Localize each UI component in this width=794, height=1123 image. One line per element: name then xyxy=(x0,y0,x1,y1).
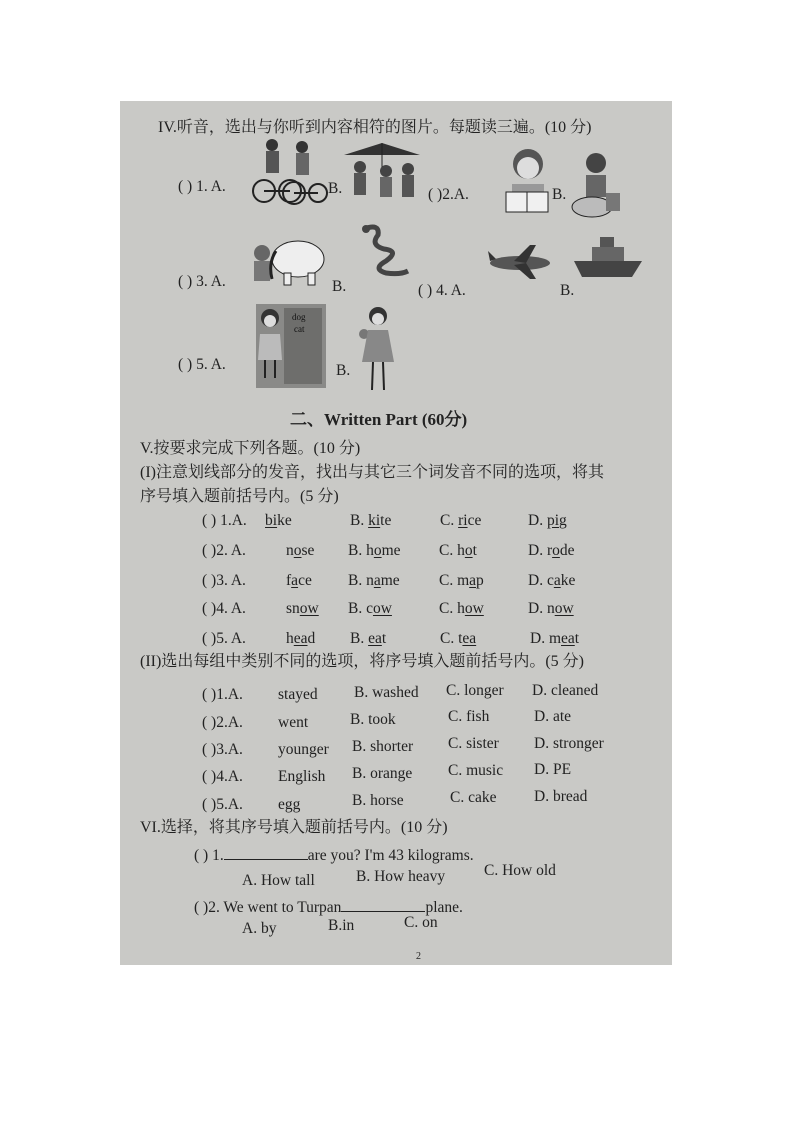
children-picnic-picture xyxy=(342,141,422,207)
q6-1-number: ( ) 1. are you? I'm 43 kilograms. xyxy=(194,847,474,864)
option-d: D. now xyxy=(528,600,574,617)
q4-3-b-label: B. xyxy=(332,278,347,295)
answer-blank xyxy=(341,897,425,912)
q4-4-b-label: B. xyxy=(560,282,575,299)
option-a: English xyxy=(278,768,326,785)
option-a: went xyxy=(278,714,309,731)
section4-title: IV.听音，选出与你听到内容相符的图片。每题读三遍。(10 分) xyxy=(158,119,592,136)
option-d: D. cleaned xyxy=(532,682,599,699)
option-a: stayed xyxy=(278,686,318,703)
option-d: D. cake xyxy=(528,572,576,589)
page-number: 2 xyxy=(416,951,421,962)
written-part-title: 二、Written Part (60分) xyxy=(290,410,468,429)
option-d: D. PE xyxy=(534,761,572,778)
option-b: B. eat xyxy=(350,630,387,647)
option-a: bike xyxy=(265,512,292,529)
option-a: face xyxy=(286,572,312,589)
q4-1-number: ( ) 1. A. xyxy=(178,178,226,195)
option-b: B. horse xyxy=(352,792,404,809)
option-c: C. map xyxy=(439,572,484,589)
row-number: ( )5.A. xyxy=(202,796,243,813)
option-d: D. meat xyxy=(530,630,580,647)
exam-page xyxy=(120,101,672,965)
row-number: ( )2.A. xyxy=(202,714,243,731)
bicycle-riders-picture xyxy=(250,137,328,205)
row-number: ( )1.A. xyxy=(202,686,243,703)
option-c: C. hot xyxy=(439,542,477,559)
option-c: C. on xyxy=(404,914,438,931)
answer-blank xyxy=(224,845,308,860)
monkey-elephant-picture xyxy=(248,223,328,289)
q4-3-number: ( ) 3. A. xyxy=(178,273,226,290)
option-a: egg xyxy=(278,796,301,813)
girl-at-blackboard-picture xyxy=(256,304,326,388)
option-a: nose xyxy=(286,542,315,559)
option-b: B. name xyxy=(348,572,400,589)
boy-washing-clothes-picture xyxy=(568,151,628,221)
option-c: C. rice xyxy=(440,512,482,529)
option-d: D. rode xyxy=(528,542,575,559)
option-c: C. sister xyxy=(448,735,499,752)
option-c: C. music xyxy=(448,762,504,779)
option-b: B. washed xyxy=(354,684,419,701)
option-b: B. orange xyxy=(352,765,413,782)
row-number: ( )4. A. xyxy=(202,600,246,617)
q4-5-number: ( ) 5. A. xyxy=(178,356,226,373)
section5-sub2-title: (II)选出每组中类别不同的选项，将序号填入题前括号内。(5 分) xyxy=(140,653,584,670)
ship-picture xyxy=(572,235,644,281)
q4-4-number: ( ) 4. A. xyxy=(418,282,466,299)
section5-sub1-title-line2: 序号填入题前括号内。(5 分) xyxy=(140,488,339,505)
option-b: B. How heavy xyxy=(356,868,446,885)
option-b: B. home xyxy=(348,542,401,559)
row-number: ( ) 1.A. xyxy=(202,512,247,529)
option-b: B. kite xyxy=(350,512,392,529)
section6-title: VI.选择，将其序号填入题前括号内。(10 分) xyxy=(140,819,448,836)
option-b: B.in xyxy=(328,917,355,934)
option-d: D. ate xyxy=(534,708,572,725)
girl-with-flower-picture xyxy=(358,304,398,396)
option-c: C. how xyxy=(439,600,484,617)
q4-5-b-label: B. xyxy=(336,362,351,379)
section5-title: V.按要求完成下列各题。(10 分) xyxy=(140,440,361,457)
snake-picture xyxy=(356,221,412,281)
option-d: D. bread xyxy=(534,788,588,805)
option-a: snow xyxy=(286,600,319,617)
option-c: C. longer xyxy=(446,682,504,699)
option-c: C. How old xyxy=(484,862,556,879)
q4-2-number: ( )2.A. xyxy=(428,186,469,203)
boy-reading-picture xyxy=(500,146,558,220)
airplane-picture xyxy=(486,243,554,281)
q4-2-b-label: B. xyxy=(552,186,567,203)
option-d: D. stronger xyxy=(534,735,604,752)
board-word-dog: dog xyxy=(292,312,306,322)
option-b: B. took xyxy=(350,711,396,728)
option-c: C. tea xyxy=(440,630,477,647)
option-c: C. fish xyxy=(448,708,490,725)
row-number: ( )3. A. xyxy=(202,572,246,589)
option-b: B. cow xyxy=(348,600,392,617)
option-a: head xyxy=(286,630,316,647)
option-d: D. pig xyxy=(528,512,567,529)
row-number: ( )5. A. xyxy=(202,630,246,647)
option-a: A. How tall xyxy=(242,872,315,889)
option-a: younger xyxy=(278,741,329,758)
board-word-cat: cat xyxy=(294,324,305,334)
row-number: ( )4.A. xyxy=(202,768,243,785)
section5-sub1-title-line1: (I)注意划线部分的发音，找出与其它三个词发音不同的选项，将其 xyxy=(140,464,604,481)
q4-1-b-label: B. xyxy=(328,180,343,197)
option-b: B. shorter xyxy=(352,738,414,755)
row-number: ( )3.A. xyxy=(202,741,243,758)
row-number: ( )2. A. xyxy=(202,542,246,559)
option-c: C. cake xyxy=(450,789,497,806)
q6-2-number: ( )2. We went to Turpan plane. xyxy=(194,899,463,916)
option-a: A. by xyxy=(242,920,277,937)
